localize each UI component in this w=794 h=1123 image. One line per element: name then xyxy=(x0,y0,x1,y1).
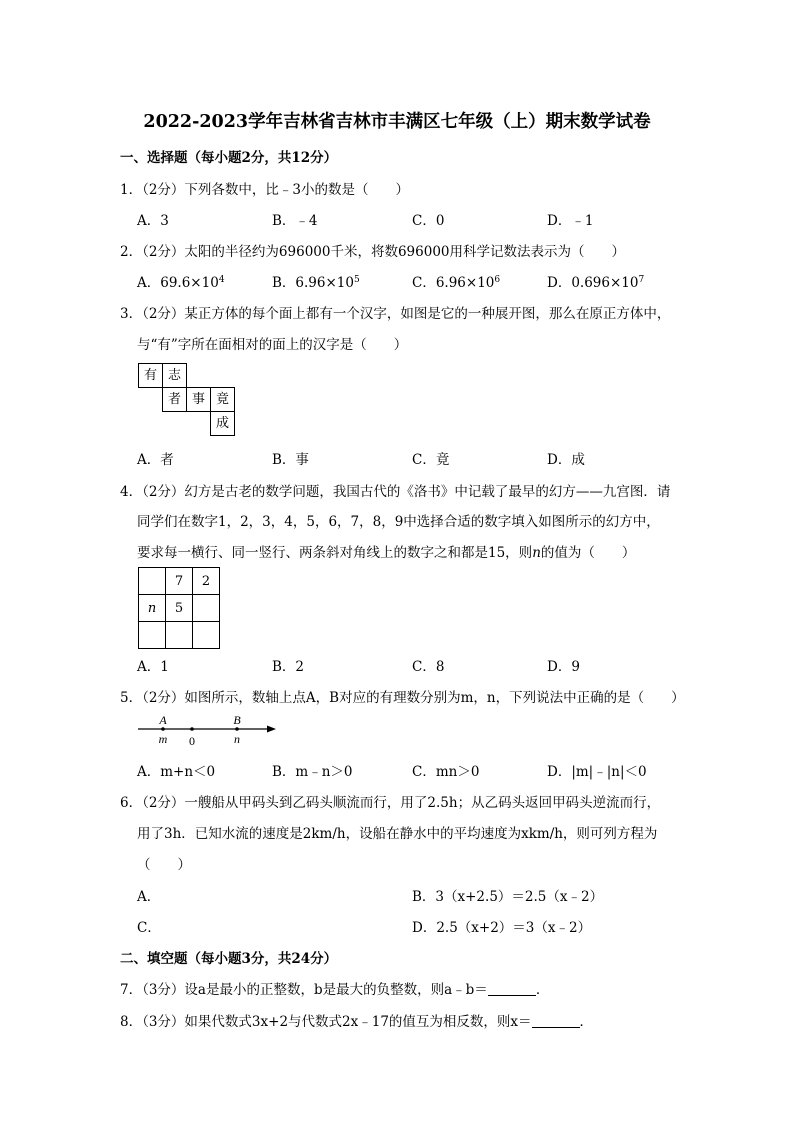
question-4-stem-line2: 同学们在数字1，2，3，4，5，6，7，8，9中选择合适的数字填入如图所示的幻方中， xyxy=(137,514,660,530)
q4-option-c: C．8 xyxy=(412,659,445,675)
q1-option-b: B．﹣4 xyxy=(272,213,318,229)
net-cell: 事 xyxy=(186,387,211,412)
net-cell: 志 xyxy=(162,363,187,388)
grid-cell: 5 xyxy=(166,595,193,622)
question-6-stem-line2: 用了3h．已知水流的速度是2km/h，设船在静水中的平均速度为xkm/h，则可列方程为 xyxy=(137,826,658,842)
grid-cell: 7 xyxy=(166,568,193,595)
q2-option-a: A．$69.6\times 10^4$ xyxy=(137,275,225,291)
section-heading-choice: 一、选择题（每小题2分，共12分） xyxy=(120,150,338,166)
q5-option-a: A．m+n＜0 xyxy=(137,764,216,780)
question-6-stem-line3: （ ） xyxy=(137,857,191,873)
q5-option-c: C．mn＞0 xyxy=(412,764,480,780)
label-zero: 0 xyxy=(189,734,195,748)
q4-option-a: A．1 xyxy=(137,659,169,675)
q1-option-a: A．3 xyxy=(137,213,169,229)
net-cell: 有 xyxy=(138,363,163,388)
q6-option-c: C． xyxy=(137,920,161,936)
question-2-stem: 2．（2分）太阳的半径约为696000千米，将数696000用科学记数法表示为（ ） xyxy=(120,244,625,260)
question-1-stem: 1．（2分）下列各数中，比﹣3小的数是（ ） xyxy=(120,182,410,198)
q3-option-b: B．事 xyxy=(272,452,309,468)
q4-option-b: B．2 xyxy=(272,659,305,675)
q5-option-d: D．|m|﹣|n|＜0 xyxy=(547,764,647,780)
q3-option-d: D．成 xyxy=(547,452,585,468)
question-4-stem-line3: 要求每一横行、同一竖行、两条斜对角线上的数字之和都是15，则n的值为（ ） xyxy=(137,545,636,561)
question-8-stem: 8．（3分）如果代数式3x+2与代数式2x﹣17的值互为相反数，则x＝ xyxy=(120,1014,532,1030)
section-heading-fill: 二、填空题（每小题3分，共24分） xyxy=(120,951,338,967)
net-cell: 成 xyxy=(210,411,235,436)
question-4-stem-line1: 4．（2分）幻方是古老的数学问题，我国古代的《洛书》中记载了最早的幻方——九宫图．请 xyxy=(120,484,671,500)
label-b: B xyxy=(233,713,241,727)
q6-option-d: D．2.5（x+2）＝3（x﹣2） xyxy=(412,920,592,936)
grid-cell xyxy=(166,622,193,649)
point-a xyxy=(161,727,165,731)
question-7-stem: 7．（3分）设a是最小的正整数，b是最大的负整数，则a﹣b＝ xyxy=(120,982,488,998)
grid-cell: 2 xyxy=(193,568,220,595)
label-a: A xyxy=(159,713,167,727)
q2-option-c: C．$6.96\times 10^6$ xyxy=(412,275,501,291)
q1-option-c: C．0 xyxy=(412,213,445,229)
q2-option-b: B．$6.96\times 10^5$ xyxy=(272,275,360,291)
page-title: 2022-2023学年吉林省吉林市丰满区七年级（上）期末数学试卷 xyxy=(143,112,651,132)
grid-cell xyxy=(193,622,220,649)
arrow-head-icon xyxy=(267,726,276,733)
answer-blank[interactable] xyxy=(488,982,536,996)
grid-cell: n xyxy=(139,595,166,622)
q1-option-d: D．﹣1 xyxy=(547,213,594,229)
q3-option-a: A．者 xyxy=(137,452,174,468)
point-b xyxy=(235,727,239,731)
question-3-stem-line2: 与“有”字所在面相对的面上的汉字是（ ） xyxy=(137,337,408,353)
grid-cell xyxy=(139,568,166,595)
q2-option-d: D．$0.696\times 10^7$ xyxy=(547,275,645,291)
net-cell: 者 xyxy=(162,387,187,412)
q4-option-d: D．9 xyxy=(547,659,580,675)
number-line-figure xyxy=(136,712,278,748)
q5-option-b: B．m﹣n＞0 xyxy=(272,764,353,780)
label-m: m xyxy=(158,732,168,746)
question-8: 8．（3分）如果代数式3x+2与代数式2x﹣17的值互为相反数，则x＝ ． xyxy=(120,1014,594,1030)
question-3-stem-line1: 3．（2分）某正方体的每个面上都有一个汉字，如图是它的一种展开图，那么在原正方体中， xyxy=(120,306,671,322)
question-6-stem-line1: 6．（2分）一艘船从甲码头到乙码头顺流而行，用了2.5h；从乙码头返回甲码头逆流而行， xyxy=(120,795,661,811)
grid-cell xyxy=(193,595,220,622)
magic-square-grid xyxy=(138,567,220,649)
q6-option-a: A． xyxy=(137,889,161,905)
label-n: n xyxy=(234,732,240,746)
point-zero xyxy=(190,727,194,731)
question-5-stem: 5．（2分）如图所示，数轴上点A，B对应的有理数分别为m，n，下列说法中正确的是（ ） xyxy=(120,690,685,706)
net-cell: 竟 xyxy=(210,387,235,412)
q3-option-c: C．竟 xyxy=(412,452,450,468)
q6-option-b: B．3（x+2.5）＝2.5（x﹣2） xyxy=(412,889,604,905)
grid-cell xyxy=(139,622,166,649)
question-7: 7．（3分）设a是最小的正整数，b是最大的负整数，则a﹣b＝ ． xyxy=(120,982,550,998)
answer-blank[interactable] xyxy=(532,1014,580,1028)
